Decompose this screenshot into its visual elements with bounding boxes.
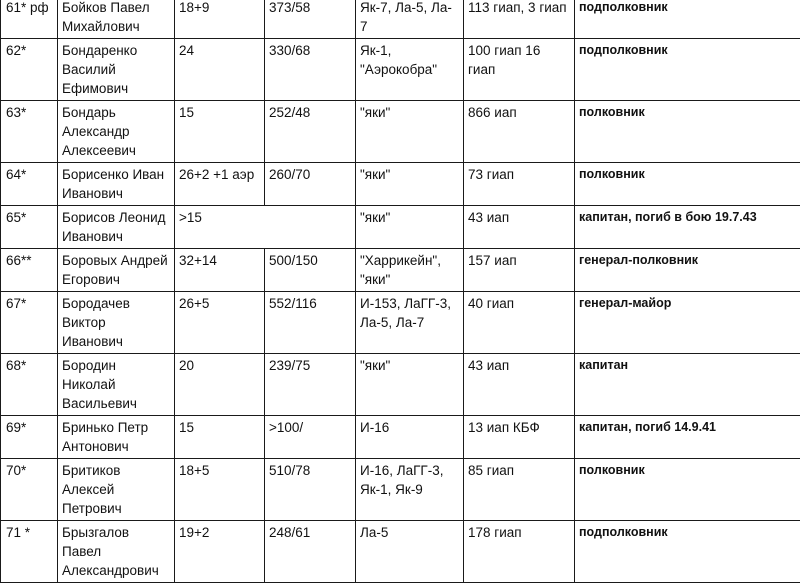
victories: 15 bbox=[175, 416, 265, 459]
unit: 100 гиап 16 гиап bbox=[464, 39, 575, 101]
unit: 157 иап bbox=[464, 249, 575, 292]
row-number: 68* bbox=[1, 354, 58, 416]
aircraft-types: И-16 bbox=[356, 416, 464, 459]
rank-note: полковник bbox=[575, 459, 800, 521]
row-number: 69* bbox=[1, 416, 58, 459]
table-row bbox=[1, 206, 800, 249]
unit: 40 гиап bbox=[464, 292, 575, 354]
aircraft-types: Як-1, "Аэрокобра" bbox=[356, 39, 464, 101]
rank-note: подполковник bbox=[575, 0, 800, 39]
table-row bbox=[1, 101, 800, 163]
victories: 18+5 bbox=[175, 459, 265, 521]
table-row bbox=[1, 39, 800, 101]
sorties-battles: 330/68 bbox=[265, 39, 356, 101]
victories: 20 bbox=[175, 354, 265, 416]
rank-note: полковник bbox=[575, 163, 800, 206]
aircraft-types: "яки" bbox=[356, 163, 464, 206]
rank-note: полковник bbox=[575, 101, 800, 163]
victories: 18+9 bbox=[175, 0, 265, 39]
pilot-name: Бородачев Виктор Иванович bbox=[58, 292, 175, 354]
unit: 13 иап КБФ bbox=[464, 416, 575, 459]
rank-note: капитан, погиб в бою 19.7.43 bbox=[575, 206, 800, 249]
table-row bbox=[1, 0, 800, 39]
table-row bbox=[1, 521, 800, 583]
pilot-name: Бринько Петр Антонович bbox=[58, 416, 175, 459]
rank-note: генерал-полковник bbox=[575, 249, 800, 292]
table-body bbox=[1, 0, 800, 583]
sorties-battles: 239/75 bbox=[265, 354, 356, 416]
unit: 866 иап bbox=[464, 101, 575, 163]
pilot-name: Боровых Андрей Егорович bbox=[58, 249, 175, 292]
victories: 32+14 bbox=[175, 249, 265, 292]
row-number: 71 * bbox=[1, 521, 58, 583]
unit: 85 гиап bbox=[464, 459, 575, 521]
pilot-name: Борисенко Иван Иванович bbox=[58, 163, 175, 206]
pilot-name: Бритиков Алексей Петрович bbox=[58, 459, 175, 521]
aircraft-types: "Харрикейн", "яки" bbox=[356, 249, 464, 292]
table-row bbox=[1, 459, 800, 521]
unit: 178 гиап bbox=[464, 521, 575, 583]
unit: 43 иап bbox=[464, 354, 575, 416]
table-row bbox=[1, 163, 800, 206]
rank-note: подполковник bbox=[575, 521, 800, 583]
pilot-name: Бойков Павел Михайлович bbox=[58, 0, 175, 39]
victories: >15 bbox=[175, 206, 265, 249]
rank-note: генерал-майор bbox=[575, 292, 800, 354]
unit: 43 иап bbox=[464, 206, 575, 249]
pilot-name: Бондаренко Василий Ефимович bbox=[58, 39, 175, 101]
sorties-battles: 552/116 bbox=[265, 292, 356, 354]
victories: 19+2 bbox=[175, 521, 265, 583]
sorties-battles: 500/150 bbox=[265, 249, 356, 292]
row-number: 64* bbox=[1, 163, 58, 206]
row-number: 67* bbox=[1, 292, 58, 354]
aircraft-types: И-16, ЛаГГ-3, Як-1, Як-9 bbox=[356, 459, 464, 521]
pilot-name: Брызгалов Павел Александрович bbox=[58, 521, 175, 583]
aircraft-types: "яки" bbox=[356, 206, 464, 249]
unit: 113 гиап, 3 гиап bbox=[464, 0, 575, 39]
sorties-battles: 510/78 bbox=[265, 459, 356, 521]
row-number: 62* bbox=[1, 39, 58, 101]
victories: 24 bbox=[175, 39, 265, 101]
sorties-battles: 260/70 bbox=[265, 163, 356, 206]
row-number: 70* bbox=[1, 459, 58, 521]
sorties-battles: 373/58 bbox=[265, 0, 356, 39]
aircraft-types: Як-7, Ла-5, Ла- 7 bbox=[356, 0, 464, 39]
table-row bbox=[1, 249, 800, 292]
table-row bbox=[1, 354, 800, 416]
aircraft-types: "яки" bbox=[356, 101, 464, 163]
victories: 26+5 bbox=[175, 292, 265, 354]
rank-note: подполковник bbox=[575, 39, 800, 101]
aircraft-types: И-153, ЛаГГ-3, Ла-5, Ла-7 bbox=[356, 292, 464, 354]
row-number: 63* bbox=[1, 101, 58, 163]
row-number: 61* рф bbox=[1, 0, 58, 39]
victories: 26+2 +1 аэр bbox=[175, 163, 265, 206]
pilot-name: Бондарь Александр Алексеевич bbox=[58, 101, 175, 163]
unit: 73 гиап bbox=[464, 163, 575, 206]
rank-note: капитан bbox=[575, 354, 800, 416]
row-number: 65* bbox=[1, 206, 58, 249]
rank-note: капитан, погиб 14.9.41 bbox=[575, 416, 800, 459]
table-row bbox=[1, 416, 800, 459]
row-number: 66** bbox=[1, 249, 58, 292]
aircraft-types: Ла-5 bbox=[356, 521, 464, 583]
sorties-battles bbox=[265, 206, 356, 249]
pilot-name: Бородин Николай Васильевич bbox=[58, 354, 175, 416]
aircraft-types: "яки" bbox=[356, 354, 464, 416]
pilot-name: Борисов Леонид Иванович bbox=[58, 206, 175, 249]
sorties-battles: 252/48 bbox=[265, 101, 356, 163]
table-row bbox=[1, 292, 800, 354]
victories: 15 bbox=[175, 101, 265, 163]
sorties-battles: 248/61 bbox=[265, 521, 356, 583]
sorties-battles: >100/ bbox=[265, 416, 356, 459]
